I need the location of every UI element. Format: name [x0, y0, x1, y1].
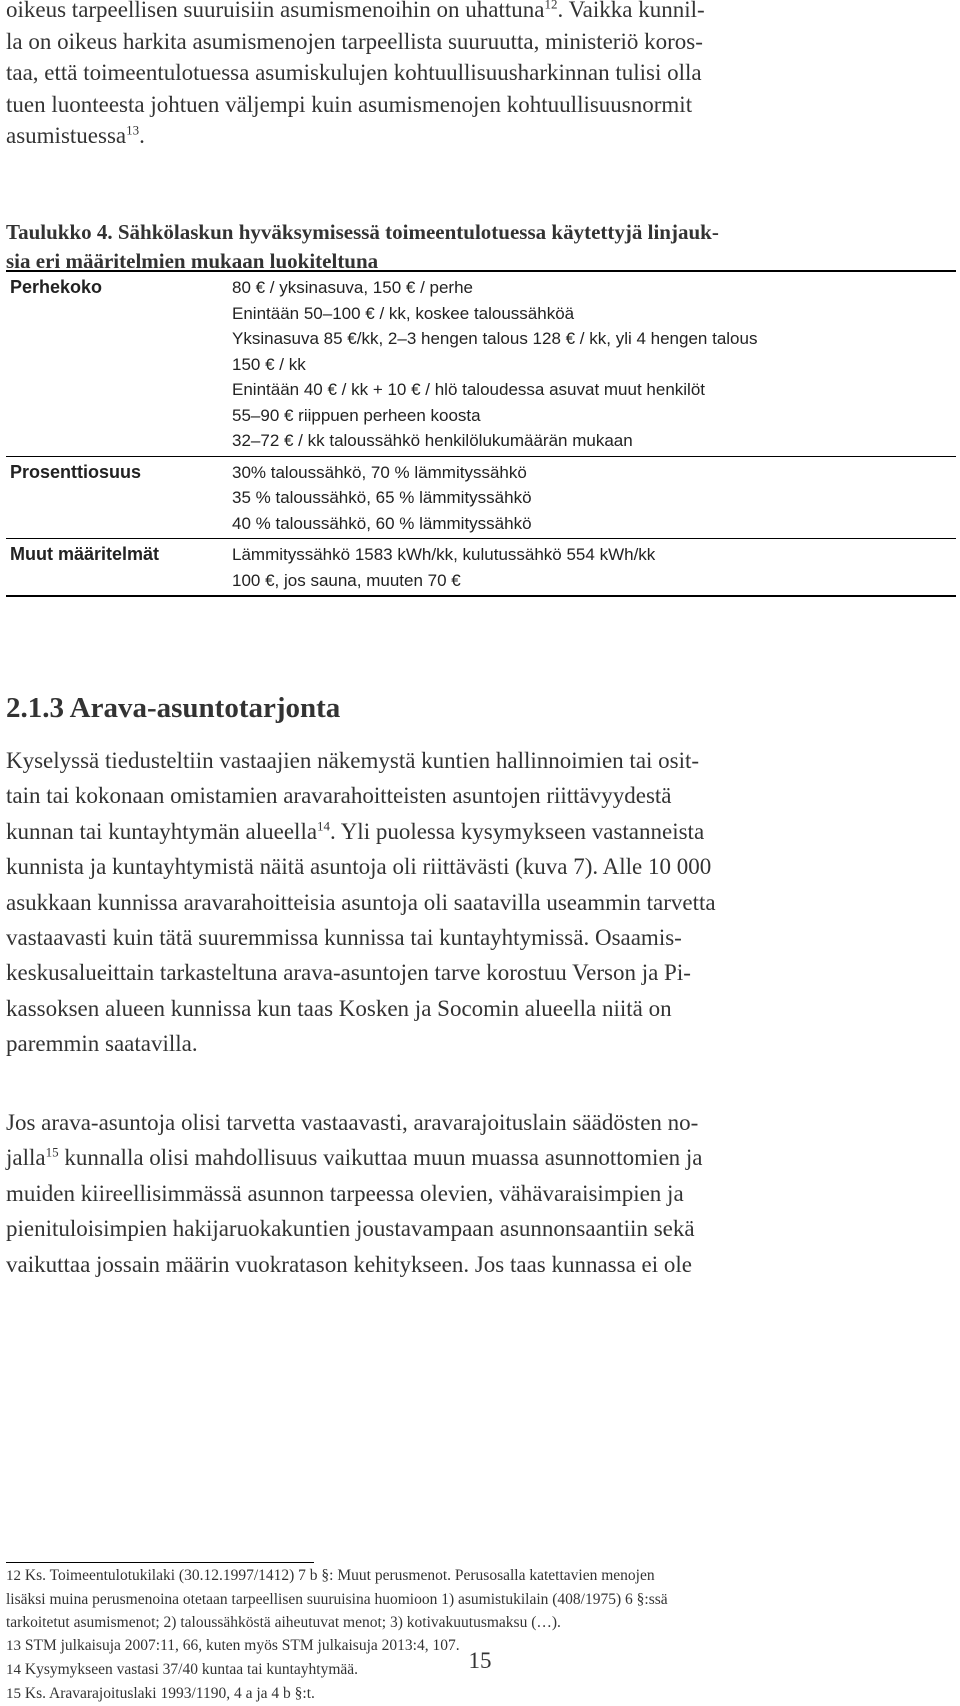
footnote-continuation: tarkoitetut asumismenot; 2) taloussähköstä aiheutuvat menot; 3) kotivakuutusmaksu (…). — [6, 1614, 561, 1631]
footnote-divider — [6, 1562, 314, 1563]
text-span: kunnalla olisi mahdollisuus vaikuttaa muun muassa asunnottomien ja — [58, 1145, 703, 1171]
text-line: paremmin saatavilla. — [6, 1031, 198, 1057]
footnote-text: Ks. Toimeentulotukilaki (30.12.1997/1412) 7 b §: Muut perusmenot. Perusosalla katettavien menojen — [21, 1567, 655, 1584]
text-span: asumistuessa — [6, 123, 127, 149]
text-span: kunnan tai kuntayhtymän alueella — [6, 818, 318, 844]
text-line: tuen luonteesta johtuen väljempi kuin asumismenojen kohtuullisuusnormit — [6, 91, 693, 117]
text-line — [6, 814, 952, 849]
table-caption — [6, 218, 952, 275]
table-cell: Lämmityssähkö 1583 kWh/kk, kulutussähkö 554 kWh/kk — [232, 545, 656, 564]
footnote-number: 13 — [6, 1638, 21, 1654]
table-cell: Enintään 40 € / kk + 10 € / hlö taloudessa asuvat muut henkilöt — [232, 380, 706, 399]
text-span: . Vaikka kunnil- — [557, 0, 705, 22]
page-number: 15 — [468, 1648, 492, 1673]
table-cell-list — [232, 542, 956, 593]
body-paragraph-2 — [6, 1105, 952, 1282]
table-row-header: Perhekoko — [10, 277, 103, 297]
table-group-prosenttiosuus — [6, 456, 956, 539]
footnotes — [6, 1564, 952, 1706]
footnote-continuation: lisäksi muina perusmenoina otetaan tarpeellisen suuruisina huomioon 1) asumistukilain (408/1975) 6 §:ssä — [6, 1591, 668, 1608]
table-group-perhekoko — [6, 272, 956, 456]
caption-line: sia eri määritelmien mukaan luokiteltuna — [6, 248, 379, 273]
section-heading: 2.1.3 Arava-asuntotarjonta — [6, 692, 341, 724]
table-group-muut — [6, 538, 956, 595]
table-row-header: Prosenttiosuus — [10, 461, 142, 482]
text-line: taa, että toimeentulotuessa asumiskulujen kohtuullisuusharkinnan tulisi olla — [6, 60, 702, 86]
footnote-text: Ks. Aravarajoituslaki 1993/1190, 4 a ja 4 b §:t. — [21, 1685, 315, 1702]
table-cell: 40 % taloussähkö, 60 % lämmityssähkö — [232, 513, 532, 533]
text-span: jalla — [6, 1145, 46, 1171]
text-line — [6, 1140, 952, 1175]
table-cell: 80 € / yksinasuva, 150 € / perhe — [232, 278, 473, 297]
electricity-table — [6, 270, 956, 597]
table-cell: 55–90 € riippuen perheen koosta — [232, 405, 481, 425]
text-line: Jos arava-asuntoja olisi tarvetta vastaavasti, aravarajoituslain säädösten no- — [6, 1110, 699, 1135]
text-line: la on oikeus harkita asumismenojen tarpeellista suuruutta, ministeriö koros- — [6, 28, 703, 54]
text-line: kunnista ja kuntayhtymistä näitä asuntoja oli riittävästi (kuva 7). Alle 10 000 — [6, 854, 712, 880]
footnote-ref[interactable]: 15 — [45, 1144, 59, 1160]
table-row-header: Muut määritelmät — [10, 544, 160, 564]
table-cell: 30% taloussähkö, 70 % lämmityssähkö — [232, 462, 527, 482]
footnote-text: STM julkaisuja 2007:11, 66, kuten myös STM julkaisuja 2013:4, 107. — [21, 1637, 460, 1654]
text-line: vastaavasti kuin tätä suuremmissa kunnissa tai kuntayhtymissä. Osaamis- — [6, 925, 682, 951]
table-cell: 35 % taloussähkö, 65 % lämmityssähkö — [232, 488, 532, 507]
text-span: . Yli puolessa kysymykseen vastanneista — [330, 818, 705, 844]
text-line: asukkaan kunnissa aravarahoitteisia asuntoja oli saatavilla useammin tarvetta — [6, 889, 716, 915]
footnote-number: 15 — [6, 1686, 21, 1702]
table-cell: 150 € / kk — [232, 354, 306, 374]
table-cell-list — [232, 460, 956, 537]
text-line: muiden kiireellisimmässä asunnon tarpeessa olevien, vähävaraisimpien ja — [6, 1180, 684, 1206]
table-cell: Enintään 50–100 € / kk, koskee taloussähköä — [232, 303, 575, 323]
text-line — [6, 120, 952, 152]
text-line: vaikuttaa jossain määrin vuokratason kehitykseen. Jos taas kunnassa ei ole — [6, 1251, 692, 1277]
table-cell: 32–72 € / kk taloussähkö henkilölukumäärän mukaan — [232, 431, 633, 450]
footnote-number: 12 — [6, 1568, 21, 1584]
footnote-ref[interactable]: 13 — [126, 122, 140, 138]
table-cell: 100 €, jos sauna, muuten 70 € — [232, 570, 461, 590]
footnote-ref[interactable]: 14 — [317, 818, 331, 834]
text-line: keskusalueittain tarkasteltuna arava-asuntojen tarve korostuu Verson ja Pi- — [6, 960, 691, 986]
text-line: Kyselyssä tiedusteltiin vastaajien näkemystä kuntien hallinnoimien tai osit- — [6, 748, 700, 773]
text-span: oikeus tarpeellisen suuruisiin asumismenoihin on uhattuna — [6, 0, 545, 22]
footnote-text: Kysymykseen vastasi 37/40 kuntaa tai kuntayhtymää. — [21, 1661, 359, 1678]
footnote-number: 14 — [6, 1662, 21, 1678]
intro-paragraph — [6, 0, 952, 152]
table-cell-list — [232, 275, 956, 454]
footnote — [6, 1682, 952, 1706]
text-span: . — [139, 123, 145, 149]
table-cell: Yksinasuva 85 €/kk, 2–3 hengen talous 128 € / kk, yli 4 hengen talous — [232, 329, 758, 348]
footnote — [6, 1564, 952, 1588]
text-line: pienituloisimpien hakijaruokakuntien joustavampaan asunnonsaantiin sekä — [6, 1216, 695, 1242]
body-paragraph-1 — [6, 743, 952, 1062]
footnote-ref[interactable]: 12 — [544, 0, 558, 12]
text-line: tain tai kokonaan omistamien aravarahoitteisten asuntojen riittävyydestä — [6, 783, 672, 809]
caption-line: Taulukko 4. Sähkölaskun hyväksymisessä toimeentulotuessa käytettyjä linjauk- — [6, 220, 719, 244]
text-line — [6, 0, 952, 26]
text-line: kassoksen alueen kunnissa kun taas Kosken ja Socomin alueella niitä on — [6, 995, 672, 1021]
